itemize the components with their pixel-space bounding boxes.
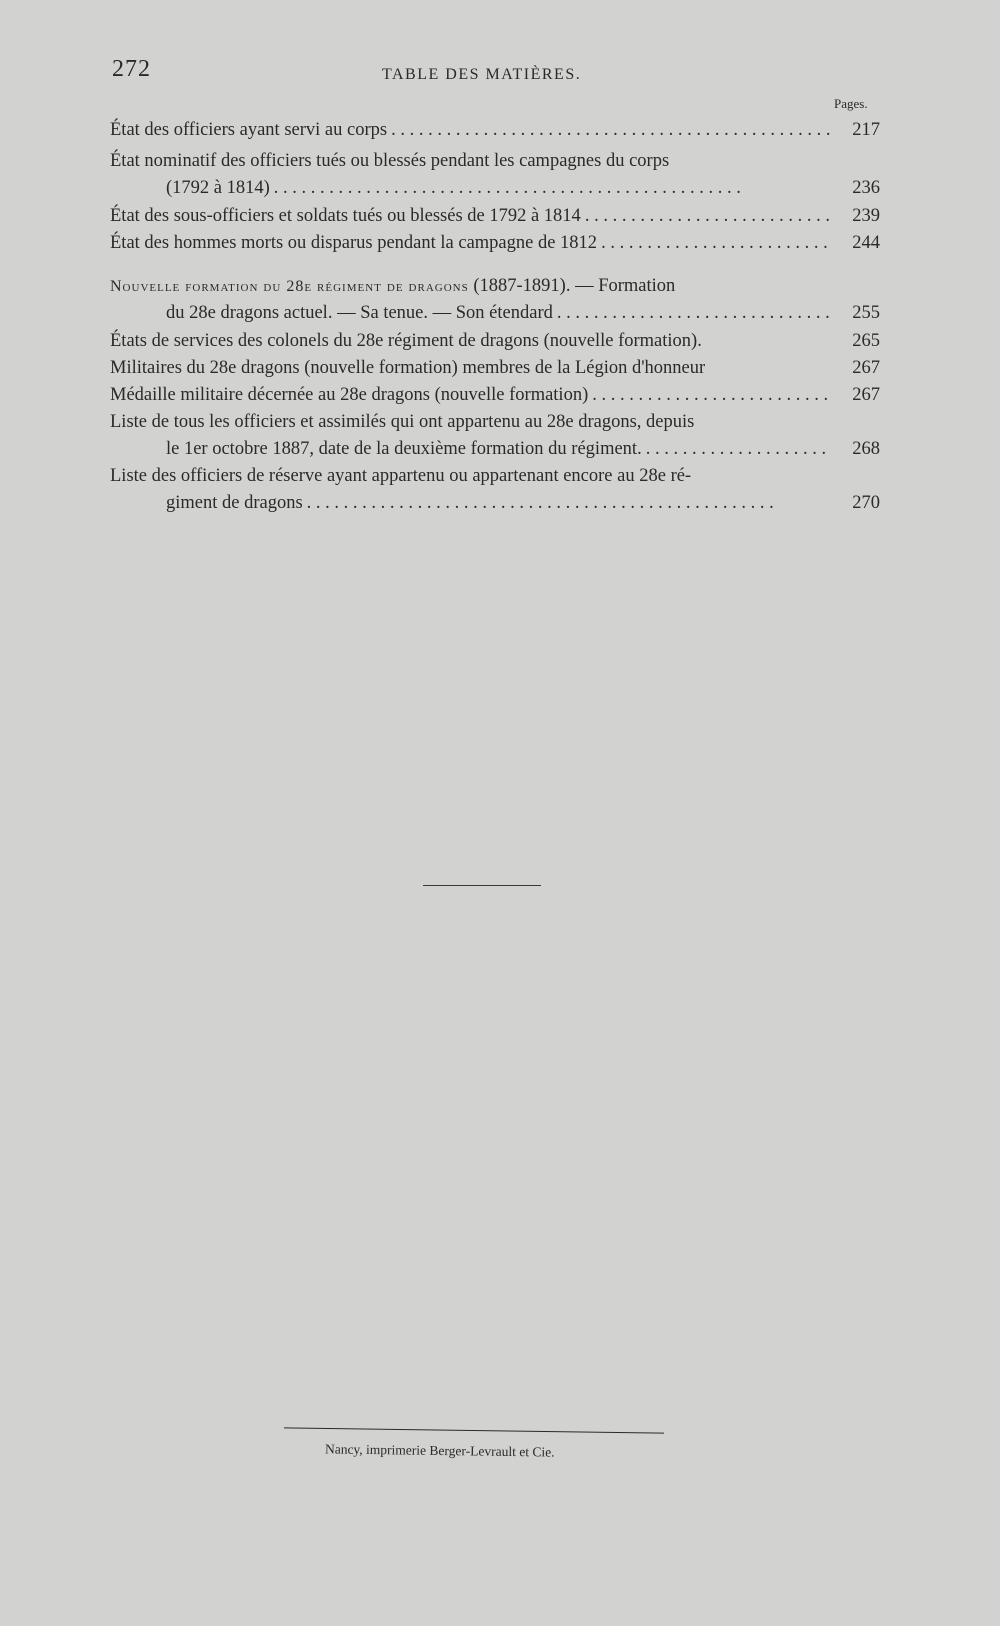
- toc-entry: [110, 230, 880, 257]
- entry-page: 255: [852, 303, 880, 323]
- entry-page: 268: [852, 439, 880, 459]
- entry-text: État des sous-officiers et soldats tués ou blessés de 1792 à 1814: [110, 206, 581, 226]
- section-heading: Nouvelle formation du 28e régiment de dragons: [110, 278, 469, 295]
- toc-entry: [110, 355, 880, 382]
- section-subtitle: du 28e dragons actuel. — Sa tenue. — Son étendard: [166, 303, 553, 323]
- dot-leader: [274, 175, 832, 202]
- dot-leader: [646, 436, 832, 463]
- pages-column-label: Pages.: [834, 96, 868, 111]
- entry-text-continued: giment de dragons: [166, 493, 303, 513]
- toc-entry: [110, 382, 880, 409]
- entry-text-continued: le 1er octobre 1887, date de la deuxième formation du régiment.: [166, 439, 642, 459]
- entry-text: Médaille militaire décernée au 28e dragons (nouvelle formation): [110, 385, 589, 405]
- entry-page: 217: [852, 120, 880, 140]
- entry-page: 267: [852, 385, 880, 405]
- dot-leader: [557, 300, 832, 327]
- entry-text: Liste de tous les officiers et assimilés qui ont appartenu au 28e dragons, depuis: [110, 412, 695, 432]
- toc-entry: [110, 409, 880, 463]
- dot-leader: [585, 203, 832, 230]
- page-number: 272: [112, 56, 151, 82]
- section-heading-rest: (1887-1891). — Formation: [473, 276, 676, 296]
- entry-page: 239: [852, 206, 880, 226]
- printer-imprint: Nancy, imprimerie Berger-Levrault et Cie.: [324, 1441, 555, 1460]
- imprint-rule: [284, 1427, 664, 1433]
- entry-text: État nominatif des officiers tués ou blessés pendant les campagnes du corps: [110, 151, 670, 171]
- entry-text: État des officiers ayant servi au corps: [110, 120, 388, 140]
- end-rule: [423, 885, 541, 886]
- entry-text: Liste des officiers de réserve ayant appartenu ou appartenant encore au 28e ré-: [110, 466, 692, 486]
- entry-page: 265: [852, 331, 880, 351]
- entry-text: Militaires du 28e dragons (nouvelle formation) membres de la Légion d'honneur: [110, 358, 706, 378]
- dot-leader: [592, 382, 832, 409]
- entry-page: 267: [852, 358, 880, 378]
- dot-leader: [307, 490, 832, 517]
- toc-entry: [110, 463, 880, 517]
- entry-page: 236: [852, 178, 880, 198]
- entry-text: État des hommes morts ou disparus pendant la campagne de 1812: [110, 233, 598, 253]
- entry-page: 270: [852, 493, 880, 513]
- entry-text-continued: (1792 à 1814): [166, 178, 270, 198]
- running-title: TABLE DES MATIÈRES.: [382, 66, 582, 83]
- toc-entry: [110, 117, 880, 144]
- entry-text: États de services des colonels du 28e régiment de dragons (nouvelle formation).: [110, 331, 702, 351]
- section-entry: [110, 273, 880, 327]
- dot-leader: [601, 230, 832, 257]
- entry-page: 244: [852, 233, 880, 253]
- toc-entry: [110, 203, 880, 230]
- dot-leader: [391, 117, 832, 144]
- toc-entry: [110, 328, 880, 355]
- toc-entry: [110, 148, 880, 202]
